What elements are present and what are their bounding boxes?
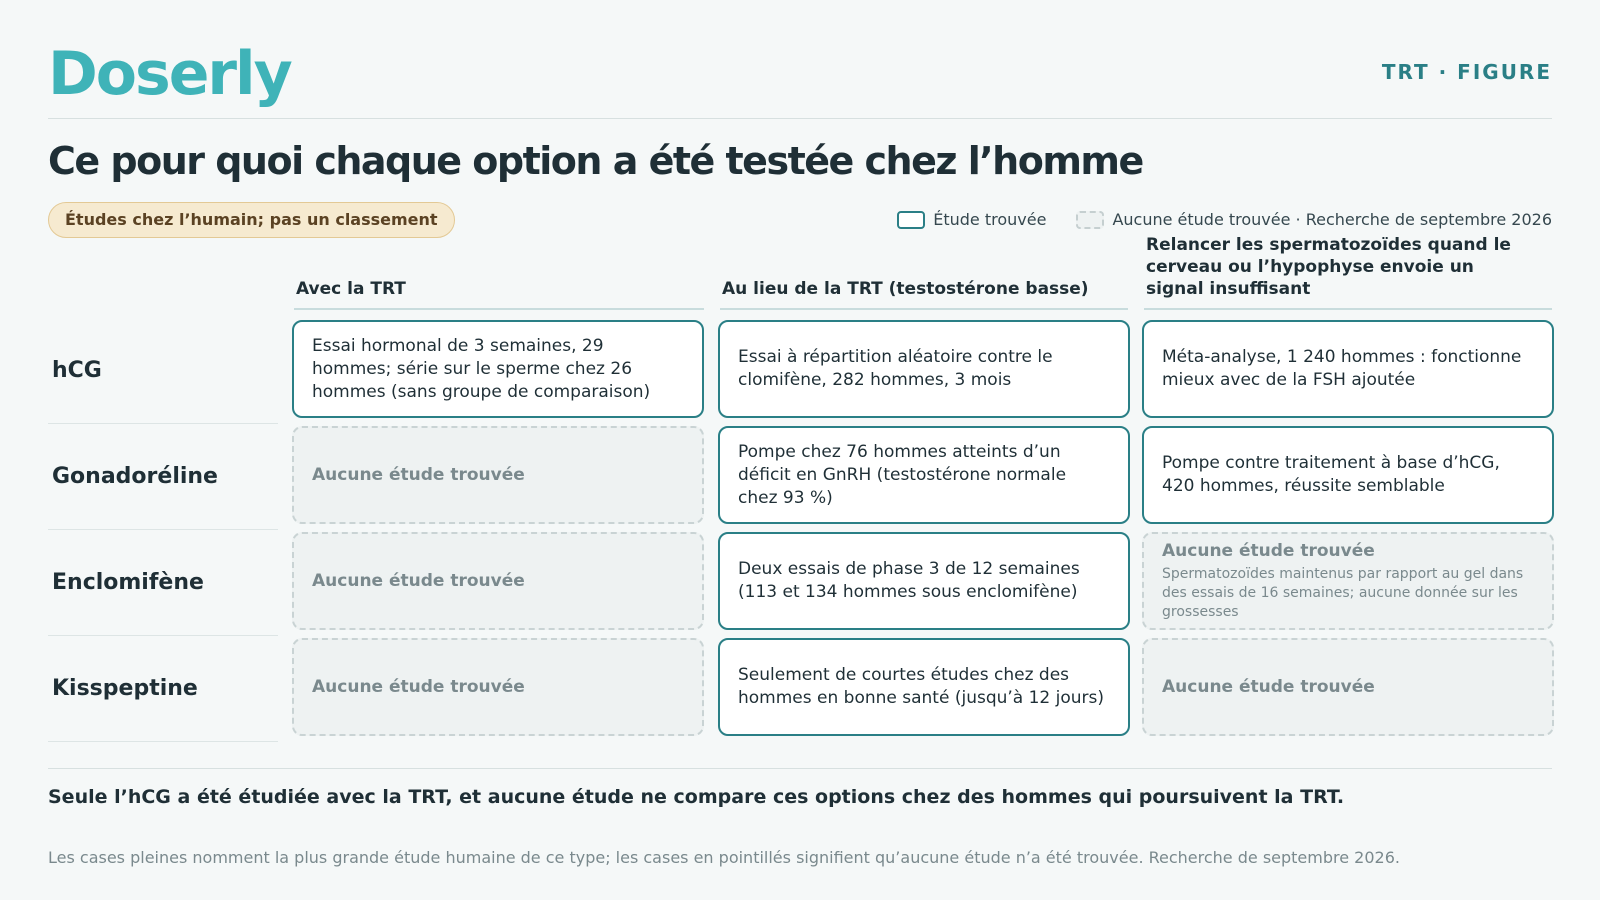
cell-text: Aucune étude trouvée bbox=[1162, 676, 1375, 697]
cell-text: Aucune étude trouvée bbox=[1162, 541, 1375, 561]
legend bbox=[897, 210, 1552, 229]
cell-kisspeptine-restart-sperm bbox=[1142, 638, 1554, 736]
cell-text: Aucune étude trouvée bbox=[312, 570, 525, 591]
cell-text: Seulement de courtes études chez des hommes en bonne santé (jusqu’à 12 jours) bbox=[738, 665, 1105, 708]
cell-enclomifene-restart-sperm bbox=[1142, 532, 1554, 630]
cell-text: Deux essais de phase 3 de 12 semaines (113 et 134 hommes sous enclomifène) bbox=[738, 559, 1080, 602]
logo: Doserly bbox=[48, 39, 291, 109]
cell-note: Spermatozoïdes maintenus par rapport au gel dans des essais de 16 semaines; aucune donnée sur les grossesses bbox=[1162, 566, 1524, 620]
cell-text: Pompe contre traitement à base d’hCG, 420 hommes, réussite semblable bbox=[1162, 453, 1500, 496]
scope-pill: Études chez l’humain; pas un classement bbox=[48, 202, 455, 238]
footnote: Les cases pleines nomment la plus grande étude humaine de ce type; les cases en pointillés signifient qu’aucune étude n’a été trouvée. Recherche de septembre 2026. bbox=[48, 848, 1400, 867]
row-label-hcg: hCG bbox=[48, 318, 278, 424]
column-header-instead-of-trt: Au lieu de la TRT (testostérone basse) bbox=[720, 238, 1128, 310]
cell-kisspeptine-instead-of-trt bbox=[718, 638, 1130, 736]
cell-text: Méta-analyse, 1 240 hommes : fonctionne mieux avec de la FSH ajoutée bbox=[1162, 347, 1522, 390]
cell-text: Pompe chez 76 hommes atteints d’un déficit en GnRH (testostérone normale chez 93 %) bbox=[738, 441, 1067, 508]
row-label-kisspeptine: Kisspeptine bbox=[48, 636, 278, 742]
figure-tag: TRT · FIGURE bbox=[1381, 60, 1552, 84]
row-label-gonadoreline: Gonadoréline bbox=[48, 424, 278, 530]
cell-text: Essai hormonal de 3 semaines, 29 hommes; série sur le sperme chez 26 hommes (sans groupe de comparaison) bbox=[312, 335, 651, 402]
cell-enclomifene-with-trt bbox=[292, 532, 704, 630]
cell-hcg-instead-of-trt bbox=[718, 320, 1130, 418]
cell-gonadoreline-with-trt bbox=[292, 426, 704, 524]
dashed-swatch-icon bbox=[1076, 211, 1104, 229]
cell-text: Aucune étude trouvée bbox=[312, 464, 525, 485]
legend-not-found-label: Aucune étude trouvée · Recherche de septembre 2026 bbox=[1112, 210, 1552, 229]
cell-gonadoreline-instead-of-trt bbox=[718, 426, 1130, 524]
column-header-with-trt: Avec la TRT bbox=[294, 238, 704, 310]
cell-gonadoreline-restart-sperm bbox=[1142, 426, 1554, 524]
cell-text: Aucune étude trouvée bbox=[312, 676, 525, 697]
cell-text: Essai à répartition aléatoire contre le clomifène, 282 hommes, 3 mois bbox=[738, 347, 1053, 390]
page-title: Ce pour quoi chaque option a été testée chez l’homme bbox=[48, 139, 1143, 183]
solid-swatch-icon bbox=[897, 211, 925, 229]
cell-enclomifene-instead-of-trt bbox=[718, 532, 1130, 630]
cell-kisspeptine-with-trt bbox=[292, 638, 704, 736]
cell-hcg-restart-sperm bbox=[1142, 320, 1554, 418]
cell-hcg-with-trt bbox=[292, 320, 704, 418]
row-label-enclomifene: Enclomifène bbox=[48, 530, 278, 636]
conclusion: Seule l’hCG a été étudiée avec la TRT, et aucune étude ne compare ces options chez des hommes qui poursuivent la TRT. bbox=[48, 786, 1345, 808]
legend-found-label: Étude trouvée bbox=[933, 210, 1047, 229]
divider bbox=[48, 768, 1552, 769]
column-header-restart-sperm: Relancer les spermatozoïdes quand le cerveau ou l’hypophyse envoie un signal insuffisant bbox=[1144, 238, 1552, 310]
header bbox=[48, 38, 1552, 119]
